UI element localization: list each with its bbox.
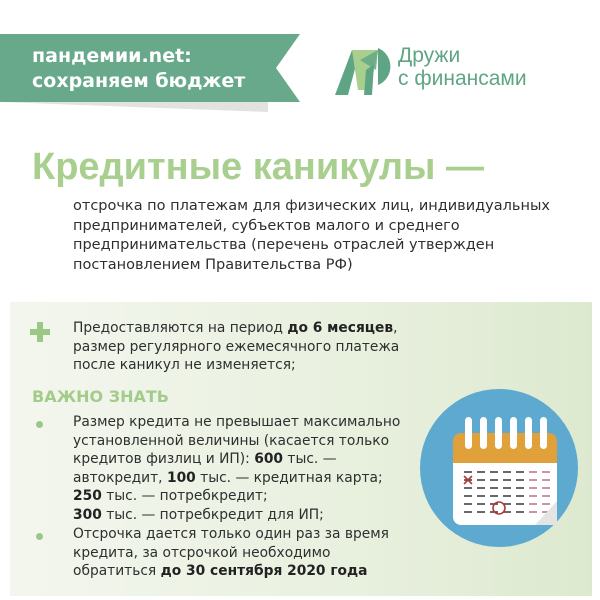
text: тыс. — кредитная карта;: [195, 469, 383, 486]
text: Размер кредита не превышает максимально установленной величины (касается только кредитов физлиц и ИП):: [73, 414, 401, 467]
important-heading: ВАЖНО ЗНАТЬ: [32, 387, 169, 406]
page-title: Кредитные каникулы —: [32, 146, 484, 188]
plus-icon: [30, 322, 50, 342]
bold-text: 600: [254, 451, 284, 467]
bold-text: 100: [166, 469, 196, 486]
point-period: [73, 319, 403, 375]
bullet-icon: [36, 533, 43, 540]
logo-line2: с финансами: [398, 67, 527, 90]
logo-text: [398, 44, 527, 90]
bold-text: до 30 сентября 2020 года: [160, 563, 368, 579]
text: , размер регулярного ежемесячного платежа после каникул не изменяется;: [73, 320, 400, 373]
bold-text: до 6 месяцев: [287, 320, 394, 336]
text: тыс. — потребкредит для ИП;: [101, 506, 324, 523]
text: Предоставляются на период: [73, 320, 288, 336]
banner-line2: сохраняем бюджет: [32, 70, 246, 92]
text: тыс. — потребкредит;: [101, 488, 268, 504]
logo-line1: Дружи: [398, 44, 461, 67]
text: Отсрочка дается только один раз за время кредита, за отсрочкой необходимо обратиться: [73, 526, 389, 579]
bold-text: 250: [73, 488, 102, 504]
bullet-once: [73, 525, 403, 581]
banner-line1: пандемии.net:: [32, 45, 192, 67]
bullet-icon: [36, 421, 43, 428]
subtitle: отсрочка по платежам для физических лиц, индивидуальных предпринимателей, субъектов малого и среднего предпринимательства (перечень отраслей утвержден постановлением Правительства РФ): [73, 198, 550, 273]
text: тыс. — автокредит,: [73, 451, 337, 486]
calendar-icon: [420, 389, 578, 547]
banner-text: [32, 44, 245, 94]
bullet-credit-limits: [73, 413, 403, 524]
bold-text: 300: [73, 506, 102, 523]
logo-icon: [330, 40, 400, 100]
